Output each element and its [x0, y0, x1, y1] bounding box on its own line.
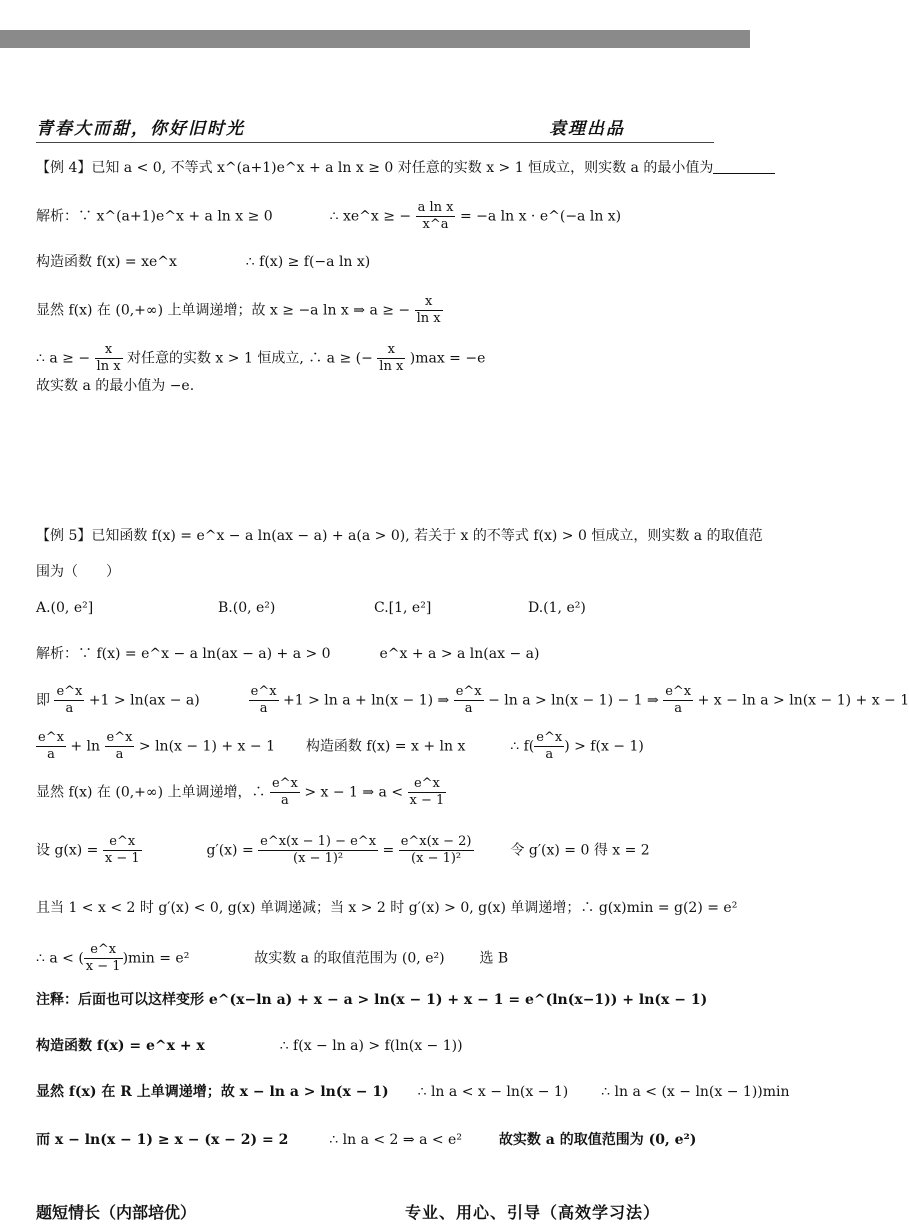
fraction: $\frac{e\^{}x}{a}$ [56, 684, 83, 716]
fraction: $\frac{e\^{}x}{a}$ [38, 730, 64, 762]
bound-step-c: )max = −e [409, 350, 486, 367]
monotone-step: 显然 f(x) 在 (0,+∞) 上单调递增；故 x ≥ −a ln x ⇒ a ≥ − [36, 302, 411, 319]
sol-step-1a: 解析：∵ f(x) = e^x − a ln(ax − a) + a > 0 [36, 646, 331, 662]
fraction: $\frac{e\^{}x}{a}$ [106, 730, 133, 762]
note-line-1: 注释：后面也可以这样变形 e^(x−ln a) + x − a > ln(x − 1) + x − 1 = e^(ln(x−1)) + ln(x − 1) [36, 992, 708, 1008]
fraction: $\frac{e\^{}x(x - 2)}{\text{(x − 1)²}}$ [400, 834, 472, 866]
fraction: $\frac{x}{\text{ln x}}$ [379, 342, 404, 374]
bound-step-b: 对任意的实数 x > 1 恒成立, ∴ a ≥ (− [126, 350, 373, 367]
example-5-solution-line-4: 显然 f(x) 在 (0,+∞) 上单调递增，∴ $\frac{e\^{}x}{a}$ > x − 1 ⇒ a < $\frac{e\^{}x}{x - 1}$ [36, 776, 445, 808]
fraction: $\frac{e\^{}x}{a}$ [250, 684, 277, 716]
top-bar [0, 30, 750, 48]
sol-step-1c: = −a ln x · e^(−a ln x) [459, 208, 622, 225]
footer-left: 题短情长（内部培优） [36, 1203, 197, 1222]
example-5-solution-line-6: 且当 1 < x < 2 时 g′(x) < 0, g(x) 单调递减；当 x > 2 时 g′(x) > 0, g(x) 单调递增；∴ g(x)min = g(2) = e² [36, 900, 738, 916]
option-a: A.(0, e²] [36, 600, 94, 616]
note-line-4: 而 x − ln(x − 1) ≥ x − (x − 2) = 2 ∴ ln a < 2 ⇒ a < e² 故实数 a 的取值范围为 (0, e²) [36, 1132, 697, 1148]
answer-blank [713, 159, 775, 174]
fraction: $\frac{e\^{}x}{x - 1}$ [104, 834, 140, 866]
page-footer [36, 1200, 714, 1224]
example-4-question-text: 【例 4】已知 a < 0, 不等式 x^(a+1)e^x + a ln x ≥ 0 对任意的实数 x > 1 恒成立，则实数 a 的最小值为 [36, 160, 714, 176]
fraction: $\frac{e\^{}x}{a}$ [665, 684, 692, 716]
bound-step-a: ∴ a ≥ − [36, 350, 91, 367]
fraction: $\frac{e\^{}x}{a}$ [271, 776, 298, 808]
example-4-solution-line-3 [36, 294, 443, 327]
example-4-solution-line-1 [36, 200, 621, 233]
header-slogan: 青春大而甜，你好旧时光 [36, 119, 245, 139]
fraction: $\frac{x}{\text{ln x}}$ [416, 294, 441, 326]
example-4-solution-line-2 [36, 252, 370, 272]
sol-step-1b: e^x + a > a ln(ax − a) [379, 646, 540, 662]
fraction: $\frac{e\^{}x}{x - 1}$ [85, 942, 121, 974]
fraction: $\frac{e\^{}x}{a}$ [536, 730, 563, 762]
sol-step-1a: 解析：∵ x^(a+1)e^x + a ln x ≥ 0 [36, 208, 273, 225]
option-b: B.(0, e²) [218, 600, 276, 616]
fraction: $\frac{e\^{}x(x - 1) - e\^{}x}{\text{(x − 1)²}}$ [260, 834, 377, 866]
footer-right: 专业、用心、引导（高效学习法） [405, 1203, 661, 1222]
inequality-step: ∴ f(x) ≥ f(−a ln x) [245, 254, 371, 270]
fraction: $\frac{e\^{}x}{a}$ [455, 684, 482, 716]
example-5-solution-line-5: 设 g(x) = $\frac{e\^{}x}{x - 1}$ g′(x) = $\frac{e\^{}x(x - 1) - e\^{}x}{\text{(x − 1)²}}$ = $\frac{e\^{}x(x - 2)}{\text{(x − 1)²}}$ 令 g′(x) = 0 得 x = 2 [36, 834, 650, 866]
option-d: D.(1, e²) [528, 600, 586, 616]
header-brand: 袁理出品 [549, 119, 625, 139]
fraction: $\frac{e\^{}x}{x - 1}$ [409, 776, 445, 808]
example-5-solution-line-2: 即 $\frac{e\^{}x}{a}$ +1 > ln(ax − a) $\frac{e\^{}x}{a}$ +1 > ln a + ln(x − 1) ⇒ $\frac{e\^{}x}{a}$ − ln a > ln(x − 1) − 1 ⇒ $\frac{e\^{}x}{a}$ + x − ln a > ln(x − 1) + x − 1 [36, 684, 909, 716]
example-5-solution-line-3: $\frac{e\^{}x}{a}$ + ln $\frac{e\^{}x}{a}$ > ln(x − 1) + x − 1 构造函数 f(x) = x + ln x ∴ f( $\frac{e\^{}x}{a}$ ) > f(x − 1) [38, 730, 644, 762]
example-4-solution-line-4 [36, 342, 485, 375]
option-c: C.[1, e²] [374, 600, 432, 616]
example-5-solution-line-1 [36, 644, 539, 664]
sol-step-1b: ∴ xe^x ≥ − [329, 208, 412, 225]
example-5-question-line-2: 围为（ ） [36, 564, 120, 580]
fraction: $\frac{x}{\text{ln x}}$ [96, 342, 121, 374]
example-5-solution-line-7: ∴ a < ( $\frac{e\^{}x}{x - 1}$ )min = e² 故实数 a 的取值范围为 (0, e²) 选 B [36, 942, 509, 974]
page-header [36, 112, 714, 143]
note-line-2: 构造函数 f(x) = e^x + x ∴ f(x − ln a) > f(ln(x − 1)) [36, 1038, 463, 1054]
example-5-question-line-1: 【例 5】已知函数 f(x) = e^x − a ln(ax − a) + a(a > 0), 若关于 x 的不等式 f(x) > 0 恒成立，则实数 a 的取值范 [36, 528, 763, 544]
fraction: $\frac{\text{a ln x}}{x\^{}a}$ [417, 200, 454, 232]
example-4-question [36, 158, 775, 178]
example-4-conclusion: 故实数 a 的最小值为 −e. [36, 378, 195, 394]
note-line-3: 显然 f(x) 在 R 上单调递增；故 x − ln a > ln(x − 1) ∴ ln a < x − ln(x − 1) ∴ ln a < (x − ln(x − 1))min [36, 1084, 790, 1100]
construct-function: 构造函数 f(x) = xe^x [36, 254, 177, 270]
